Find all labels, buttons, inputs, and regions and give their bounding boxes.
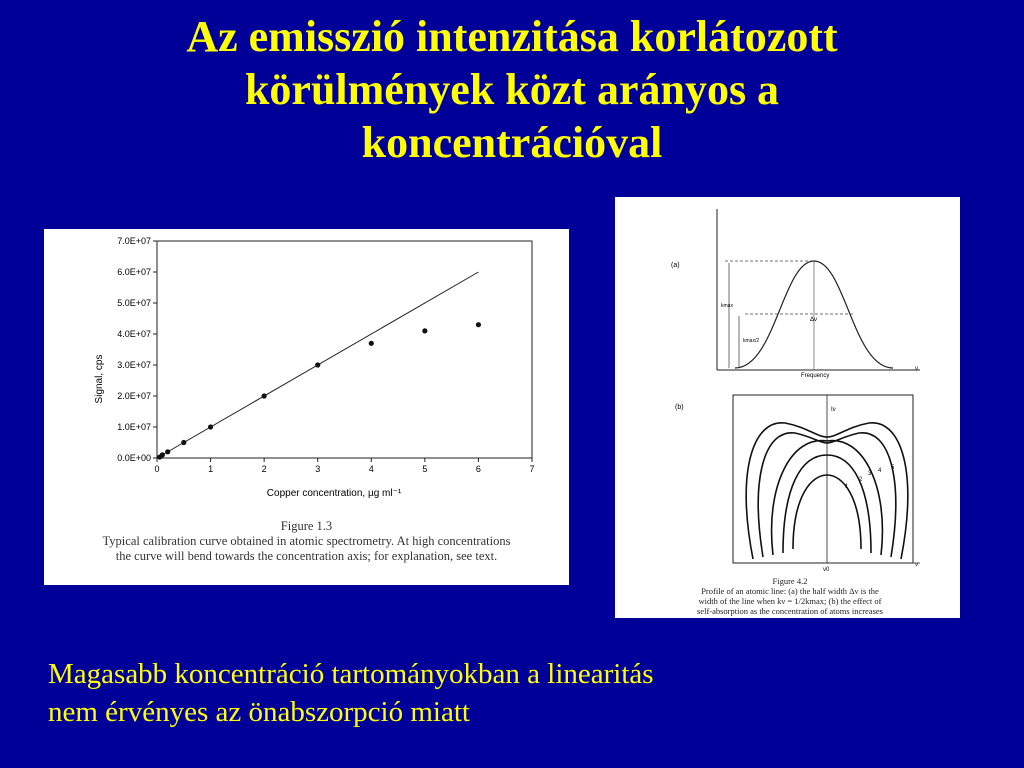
x-tick-label: 5	[422, 464, 428, 474]
y-tick-label: 2.0E+07	[117, 391, 151, 401]
x-tick-label: 3	[315, 464, 321, 474]
figure-caption-right	[655, 576, 925, 616]
y-tick-label: 4.0E+07	[117, 329, 151, 339]
curve-label-2: 2	[859, 477, 863, 483]
figure-caption-left	[44, 519, 569, 564]
data-point	[476, 322, 481, 327]
x-tick-label: 0	[154, 464, 160, 474]
chart-ticks	[117, 236, 534, 474]
caption-title: Figure 1.3	[280, 519, 333, 533]
panel-b-label: (b)	[675, 404, 684, 411]
nu-symbol-b: ν	[915, 562, 918, 568]
curve-label-4: 4	[878, 468, 882, 474]
b-axis-top-label: Iν	[831, 407, 836, 413]
body-text	[48, 655, 988, 731]
body-line-2: nem érvényes az önabszorpció miatt	[48, 696, 470, 728]
panel-a-label: (a)	[671, 262, 680, 269]
x-tick-label: 7	[529, 464, 535, 474]
data-point	[369, 341, 374, 346]
x-tick-label: 6	[475, 464, 481, 474]
curve-label-1: 1	[845, 484, 849, 490]
data-point	[315, 362, 320, 367]
curve-label-5: 5	[891, 465, 895, 471]
curve-label-3: 3	[868, 471, 872, 477]
calibration-figure	[44, 229, 569, 585]
half-kmax-label: kmax/2	[743, 338, 760, 344]
caption-line-1: Typical calibration curve obtained in atomic spectrometry. At high concentrations	[102, 534, 511, 548]
y-tick-label: 3.0E+07	[117, 360, 151, 370]
caption-line-2: the curve will bend towards the concentration axis; for explanation, see text.	[115, 549, 498, 563]
title-line-2: körülmények közt arányos a	[244, 65, 780, 114]
y-tick-label: 7.0E+07	[117, 236, 151, 246]
caption-right-line-2: width of the line when kν = 1/2kmax; (b) the effect of	[698, 596, 882, 606]
x-tick-label: 1	[208, 464, 214, 474]
y-axis-label: Signal, cps	[94, 354, 105, 404]
x-tick-label: 4	[368, 464, 374, 474]
caption-right-line-3: self-absorption as the concentration of atoms increases	[697, 606, 883, 616]
data-point	[208, 424, 213, 429]
slide-title	[40, 10, 984, 169]
line-profile-figure	[615, 197, 960, 618]
data-point	[181, 440, 186, 445]
x-axis-label: Copper concentration, µg ml⁻¹	[266, 488, 402, 499]
b-axis-bottom-label: ν0	[823, 567, 830, 573]
data-points	[157, 322, 481, 460]
data-point	[160, 452, 165, 457]
nu-symbol-a: ν	[915, 366, 918, 372]
title-line-3: koncentrációval	[361, 118, 663, 167]
y-tick-label: 6.0E+07	[117, 267, 151, 277]
kmax-label: kmax	[721, 303, 733, 309]
dnu-label: Δν	[810, 317, 818, 323]
y-tick-label: 5.0E+07	[117, 298, 151, 308]
title-line-1: Az emisszió intenzitása korlátozott	[186, 12, 838, 61]
body-line-1: Magasabb koncentráció tartományokban a linearitás	[48, 658, 654, 690]
caption-right-title: Figure 4.2	[772, 576, 808, 586]
y-tick-label: 1.0E+07	[117, 422, 151, 432]
caption-right-line-1: Profile of an atomic line: (a) the half width Δν is the	[701, 586, 879, 596]
data-point	[165, 449, 170, 454]
y-tick-label: 0.0E+00	[117, 453, 151, 463]
frequency-label: Frequency	[801, 373, 830, 379]
data-point	[262, 393, 267, 398]
line-profile-diagram	[615, 197, 960, 618]
x-tick-label: 2	[261, 464, 267, 474]
data-point	[422, 328, 427, 333]
